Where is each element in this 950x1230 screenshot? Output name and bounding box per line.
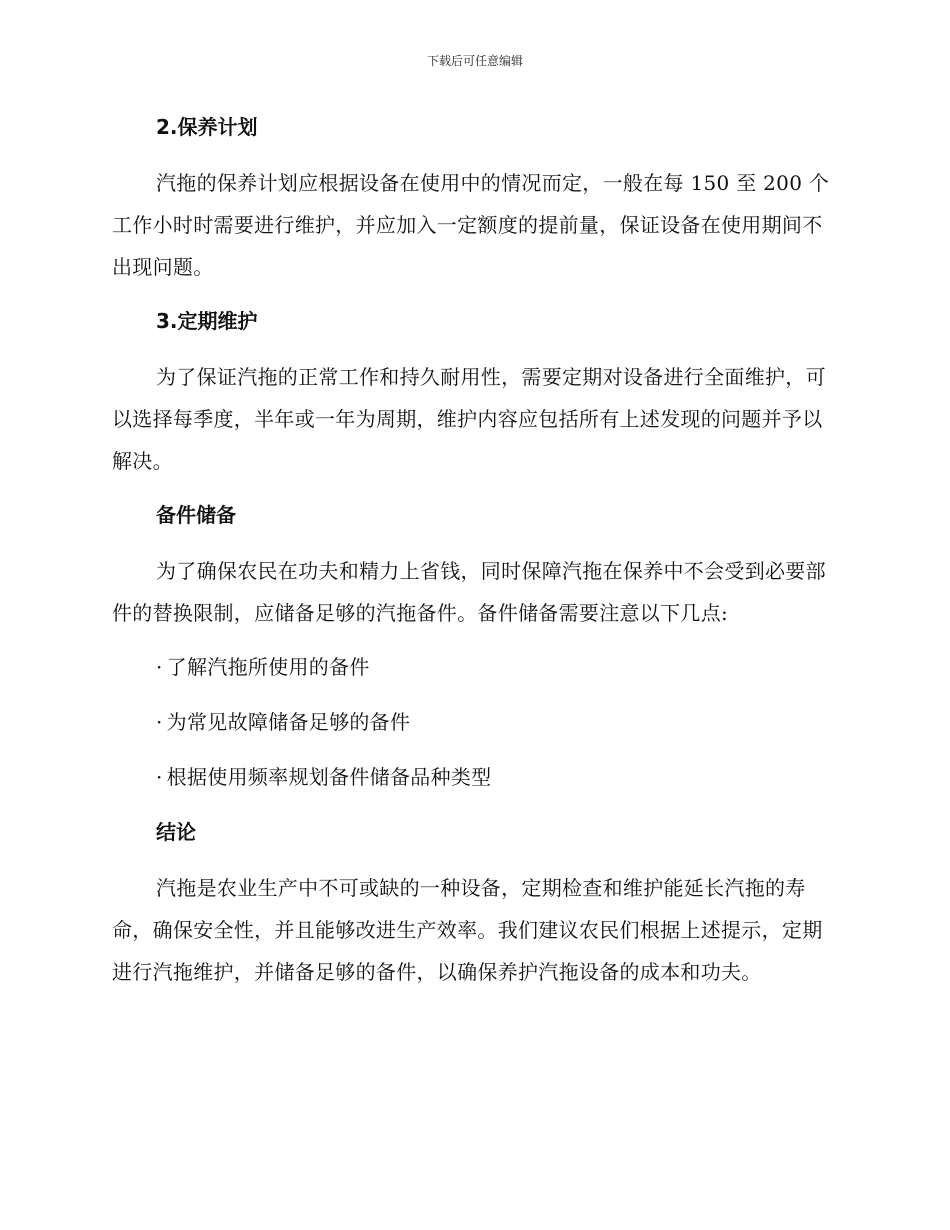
section-heading-spare-parts: 备件储备: [156, 503, 236, 527]
list-item: [112, 703, 832, 741]
header-note: 下载后可任意编辑: [426, 54, 523, 68]
section-paragraph-regular-maintenance: 为了保证汽拖的正常工作和持久耐用性，需要定期对设备进行全面维护，可以选择每季度，半年或一年为周期，维护内容应包括所有上述发现的问题并予以解决。: [112, 365, 826, 473]
list-item: [112, 758, 832, 796]
section-paragraph-maintenance-plan: 汽拖的保养计划应根据设备在使用中的情况而定，一般在每 150 至 200 个工作小时时需要进行维护，并应加入一定额度的提前量，保证设备在使用期间不出现问题。: [112, 171, 830, 279]
bullet-text: 了解汽拖所使用的备件: [166, 655, 370, 679]
section-paragraph-conclusion: 汽拖是农业生产中不可或缺的一种设备，定期检查和维护能延长汽拖的寿命，确保安全性，并且能够改进生产效率。我们建议农民们根据上述提示，定期进行汽拖维护，并储备足够的备件，以确保养护汽拖设备的成本和功夫。: [112, 876, 823, 984]
list-item: [112, 648, 832, 686]
bullet-text: 根据使用频率规划备件储备品种类型: [166, 765, 492, 789]
bullet-marker: ·: [156, 765, 163, 789]
document-body: [112, 108, 832, 1007]
section-paragraph-spare-parts: 为了确保农民在功夫和精力上省钱，同时保障汽拖在保养中不会受到必要部件的替换限制，应储备足够的汽拖备件。备件储备需要注意以下几点:: [112, 559, 826, 625]
section-heading-conclusion: 结论: [156, 820, 196, 844]
bullet-text: 为常见故障储备足够的备件: [166, 710, 411, 734]
bullet-marker: ·: [156, 710, 163, 734]
section-heading-maintenance-plan: 2.保养计划: [156, 115, 258, 139]
bullet-marker: ·: [156, 655, 163, 679]
section-heading-regular-maintenance: 3.定期维护: [156, 309, 258, 333]
